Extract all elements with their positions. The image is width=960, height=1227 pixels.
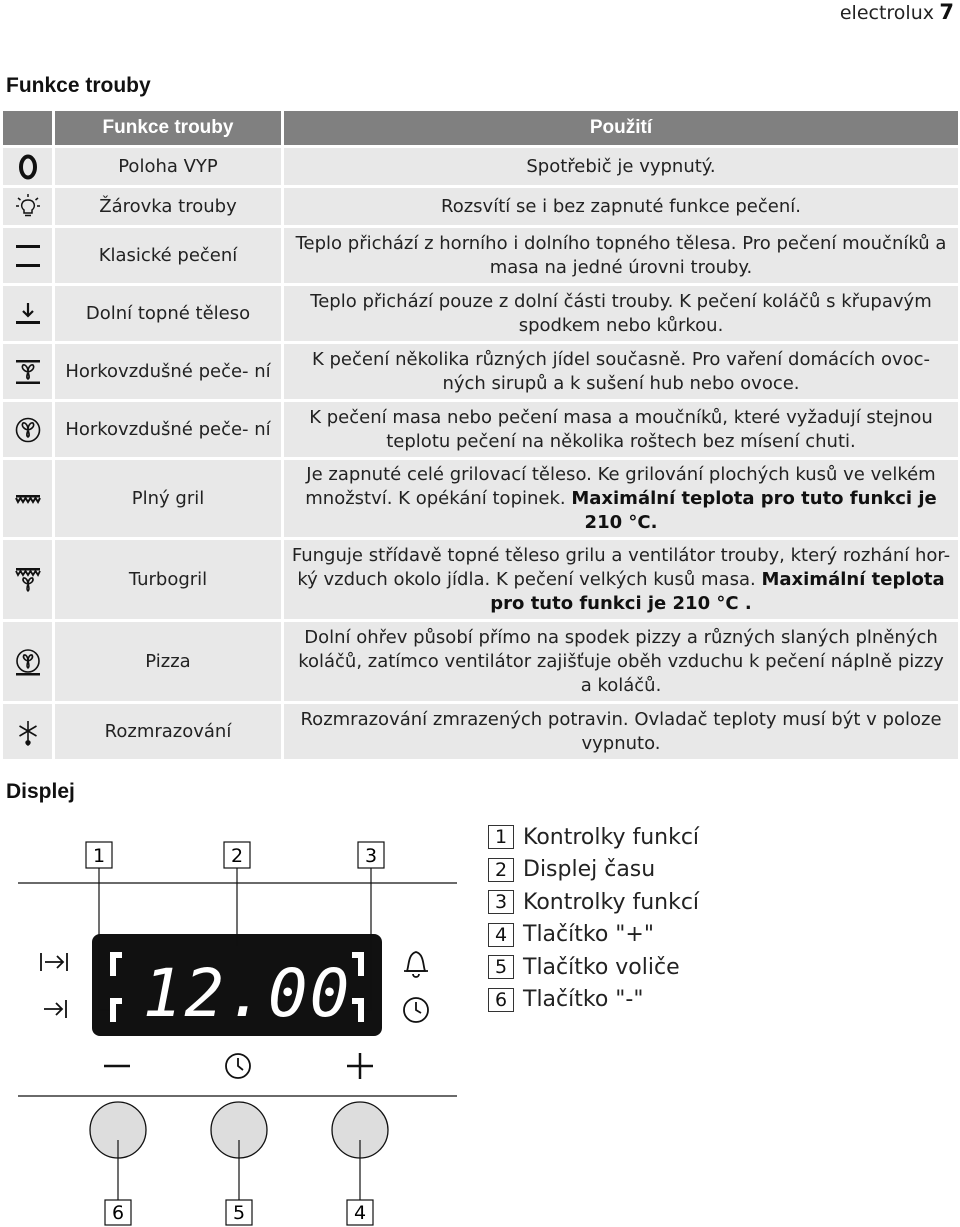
bottom-heat-icon (13, 299, 43, 329)
table-row (3, 286, 958, 341)
table-row (3, 460, 958, 537)
legend-item (488, 951, 699, 984)
row-icon-cell (3, 148, 55, 185)
table-row (3, 148, 958, 185)
function-usage (284, 344, 958, 399)
display-legend (488, 821, 699, 1016)
callout-3 (358, 842, 384, 868)
control-panel-diagram (0, 815, 470, 1227)
usage-text: Dolní ohřev působí přímo na spodek pizzy a různých slaných plněných koláčů, zatímco ventilátor zajišťuje oběh vzduchu k pečení náplně pizzy a koláčů. (298, 626, 944, 696)
callout-4 (347, 1200, 373, 1225)
legend-number: 2 (488, 858, 514, 882)
function-usage (284, 286, 958, 341)
table-row (3, 402, 958, 457)
function-usage (284, 540, 958, 619)
function-usage (284, 704, 958, 759)
zero-off-icon (13, 152, 43, 182)
usage-bold-text: Maximální teplota pro tuto funkci je 210 °C . (490, 568, 945, 614)
header-function: Funkce trouby (55, 111, 284, 145)
table-row (3, 704, 958, 759)
row-icon-cell (3, 286, 55, 341)
usage-text: Spotřebič je vypnutý. (526, 155, 716, 177)
function-name: Plný gril (55, 460, 284, 537)
pizza-icon (13, 647, 43, 677)
legend-item (488, 821, 699, 854)
duration-icon (41, 953, 67, 971)
function-usage (284, 402, 958, 457)
light-bulb-icon (13, 192, 43, 222)
callout-2 (224, 842, 250, 868)
legend-item (488, 854, 699, 887)
usage-text: Rozmrazování zmrazených potravin. Ovladač teploty musí být v poloze vypnuto. (300, 708, 942, 754)
usage-text: Rozsvítí se i bez zapnuté funkce pečení. (441, 195, 801, 217)
usage-bold-text: Maximální teplota pro tuto funkci je 210 °C. (571, 487, 937, 533)
usage-text: Teplo přichází pouze z dolní části trouby. K pečení koláčů s křupavým spodkem nebo kůrkou. (310, 290, 932, 336)
function-name: Dolní topné těleso (55, 286, 284, 341)
function-name: Žárovka trouby (55, 188, 284, 225)
function-name: Turbogril (55, 540, 284, 619)
callout-1-label: 1 (92, 845, 106, 867)
table-row (3, 540, 958, 619)
function-name: Horkovzdušné peče- ní (55, 402, 284, 457)
section-title-oven-functions: Funkce trouby (6, 74, 151, 97)
legend-number: 4 (488, 923, 514, 947)
callout-3-label: 3 (364, 845, 378, 867)
selector-clock-icon (226, 1054, 250, 1078)
table-row (3, 344, 958, 399)
row-icon-cell (3, 704, 55, 759)
legend-label: Tlačítko "+" (523, 922, 654, 948)
function-usage (284, 228, 958, 283)
usage-text: Funguje střídavě topné těleso grilu a ventilátor trouby, který rozhání hor- ký vzduch okolo jídla. K pečení velkých kusů masa. (291, 544, 951, 590)
function-name: Rozmrazování (55, 704, 284, 759)
callout-4-label: 4 (353, 1202, 367, 1224)
legend-item (488, 984, 699, 1017)
function-usage (284, 148, 958, 185)
bell-icon (404, 952, 428, 977)
usage-text: Teplo přichází z horního i dolního topného tělesa. Pro pečení moučníků a masa na jedné úrovni trouby. (295, 232, 947, 278)
fan-ring-heat-icon (13, 357, 43, 387)
fan-circle-icon (13, 415, 43, 445)
legend-label: Tlačítko "-" (523, 987, 644, 1013)
legend-number: 1 (488, 825, 514, 849)
legend-item (488, 886, 699, 919)
callout-5-label: 5 (232, 1202, 246, 1224)
section-title-display: Displej (6, 780, 75, 803)
brand-name: electrolux (839, 2, 934, 24)
header-usage: Použití (284, 111, 958, 145)
table-row (3, 188, 958, 225)
usage-text: K pečení masa nebo pečení masa a moučníků, které vyžadují stejnou teplotu pečení na několika roštech bez mísení chuti. (309, 406, 933, 452)
legend-label: Kontrolky funkcí (523, 824, 700, 850)
row-icon-cell (3, 460, 55, 537)
row-icon-cell (3, 622, 55, 701)
row-icon-cell (3, 228, 55, 283)
row-icon-cell (3, 344, 55, 399)
legend-number: 3 (488, 890, 514, 914)
page-header (0, 0, 960, 32)
callout-6-label: 6 (111, 1202, 125, 1224)
function-name: Pizza (55, 622, 284, 701)
header-icon-cell (3, 111, 55, 145)
table-row (3, 622, 958, 701)
clock-icon (404, 998, 428, 1022)
function-name: Horkovzdušné peče- ní (55, 344, 284, 399)
page-number: 7 (939, 0, 954, 24)
callout-5 (226, 1200, 252, 1225)
top-bottom-heat-icon (13, 241, 43, 271)
legend-label: Tlačítko voliče (523, 954, 680, 980)
end-time-icon (44, 1000, 66, 1018)
oven-functions-table (3, 108, 958, 762)
table-header-row (3, 111, 958, 145)
function-usage (284, 460, 958, 537)
callout-2-label: 2 (230, 845, 244, 867)
row-icon-cell (3, 188, 55, 225)
legend-number: 5 (488, 955, 514, 979)
usage-text: K pečení několika různých jídel současně. Pro vaření domácích ovoc- ných sirupů a k sušení hub nebo ovoce. (311, 348, 931, 394)
callout-1 (86, 842, 112, 868)
row-icon-cell (3, 540, 55, 619)
legend-label: Displej času (523, 857, 656, 883)
legend-label: Kontrolky funkcí (523, 889, 700, 915)
full-grill-icon (13, 484, 43, 514)
function-name: Poloha VYP (55, 148, 284, 185)
function-name: Klasické pečení (55, 228, 284, 283)
usage-text: Je zapnuté celé grilovací těleso. Ke grilování plochých kusů ve velkém množství. K opékání topinek. (305, 463, 936, 509)
plus-icon (347, 1053, 373, 1079)
callout-6 (105, 1200, 131, 1225)
function-usage (284, 188, 958, 225)
time-readout: 12.00 (142, 955, 352, 1032)
row-icon-cell (3, 402, 55, 457)
turbo-grill-icon (13, 565, 43, 595)
legend-item (488, 919, 699, 952)
legend-number: 6 (488, 988, 514, 1012)
defrost-icon (13, 717, 43, 747)
function-usage (284, 622, 958, 701)
table-row (3, 228, 958, 283)
